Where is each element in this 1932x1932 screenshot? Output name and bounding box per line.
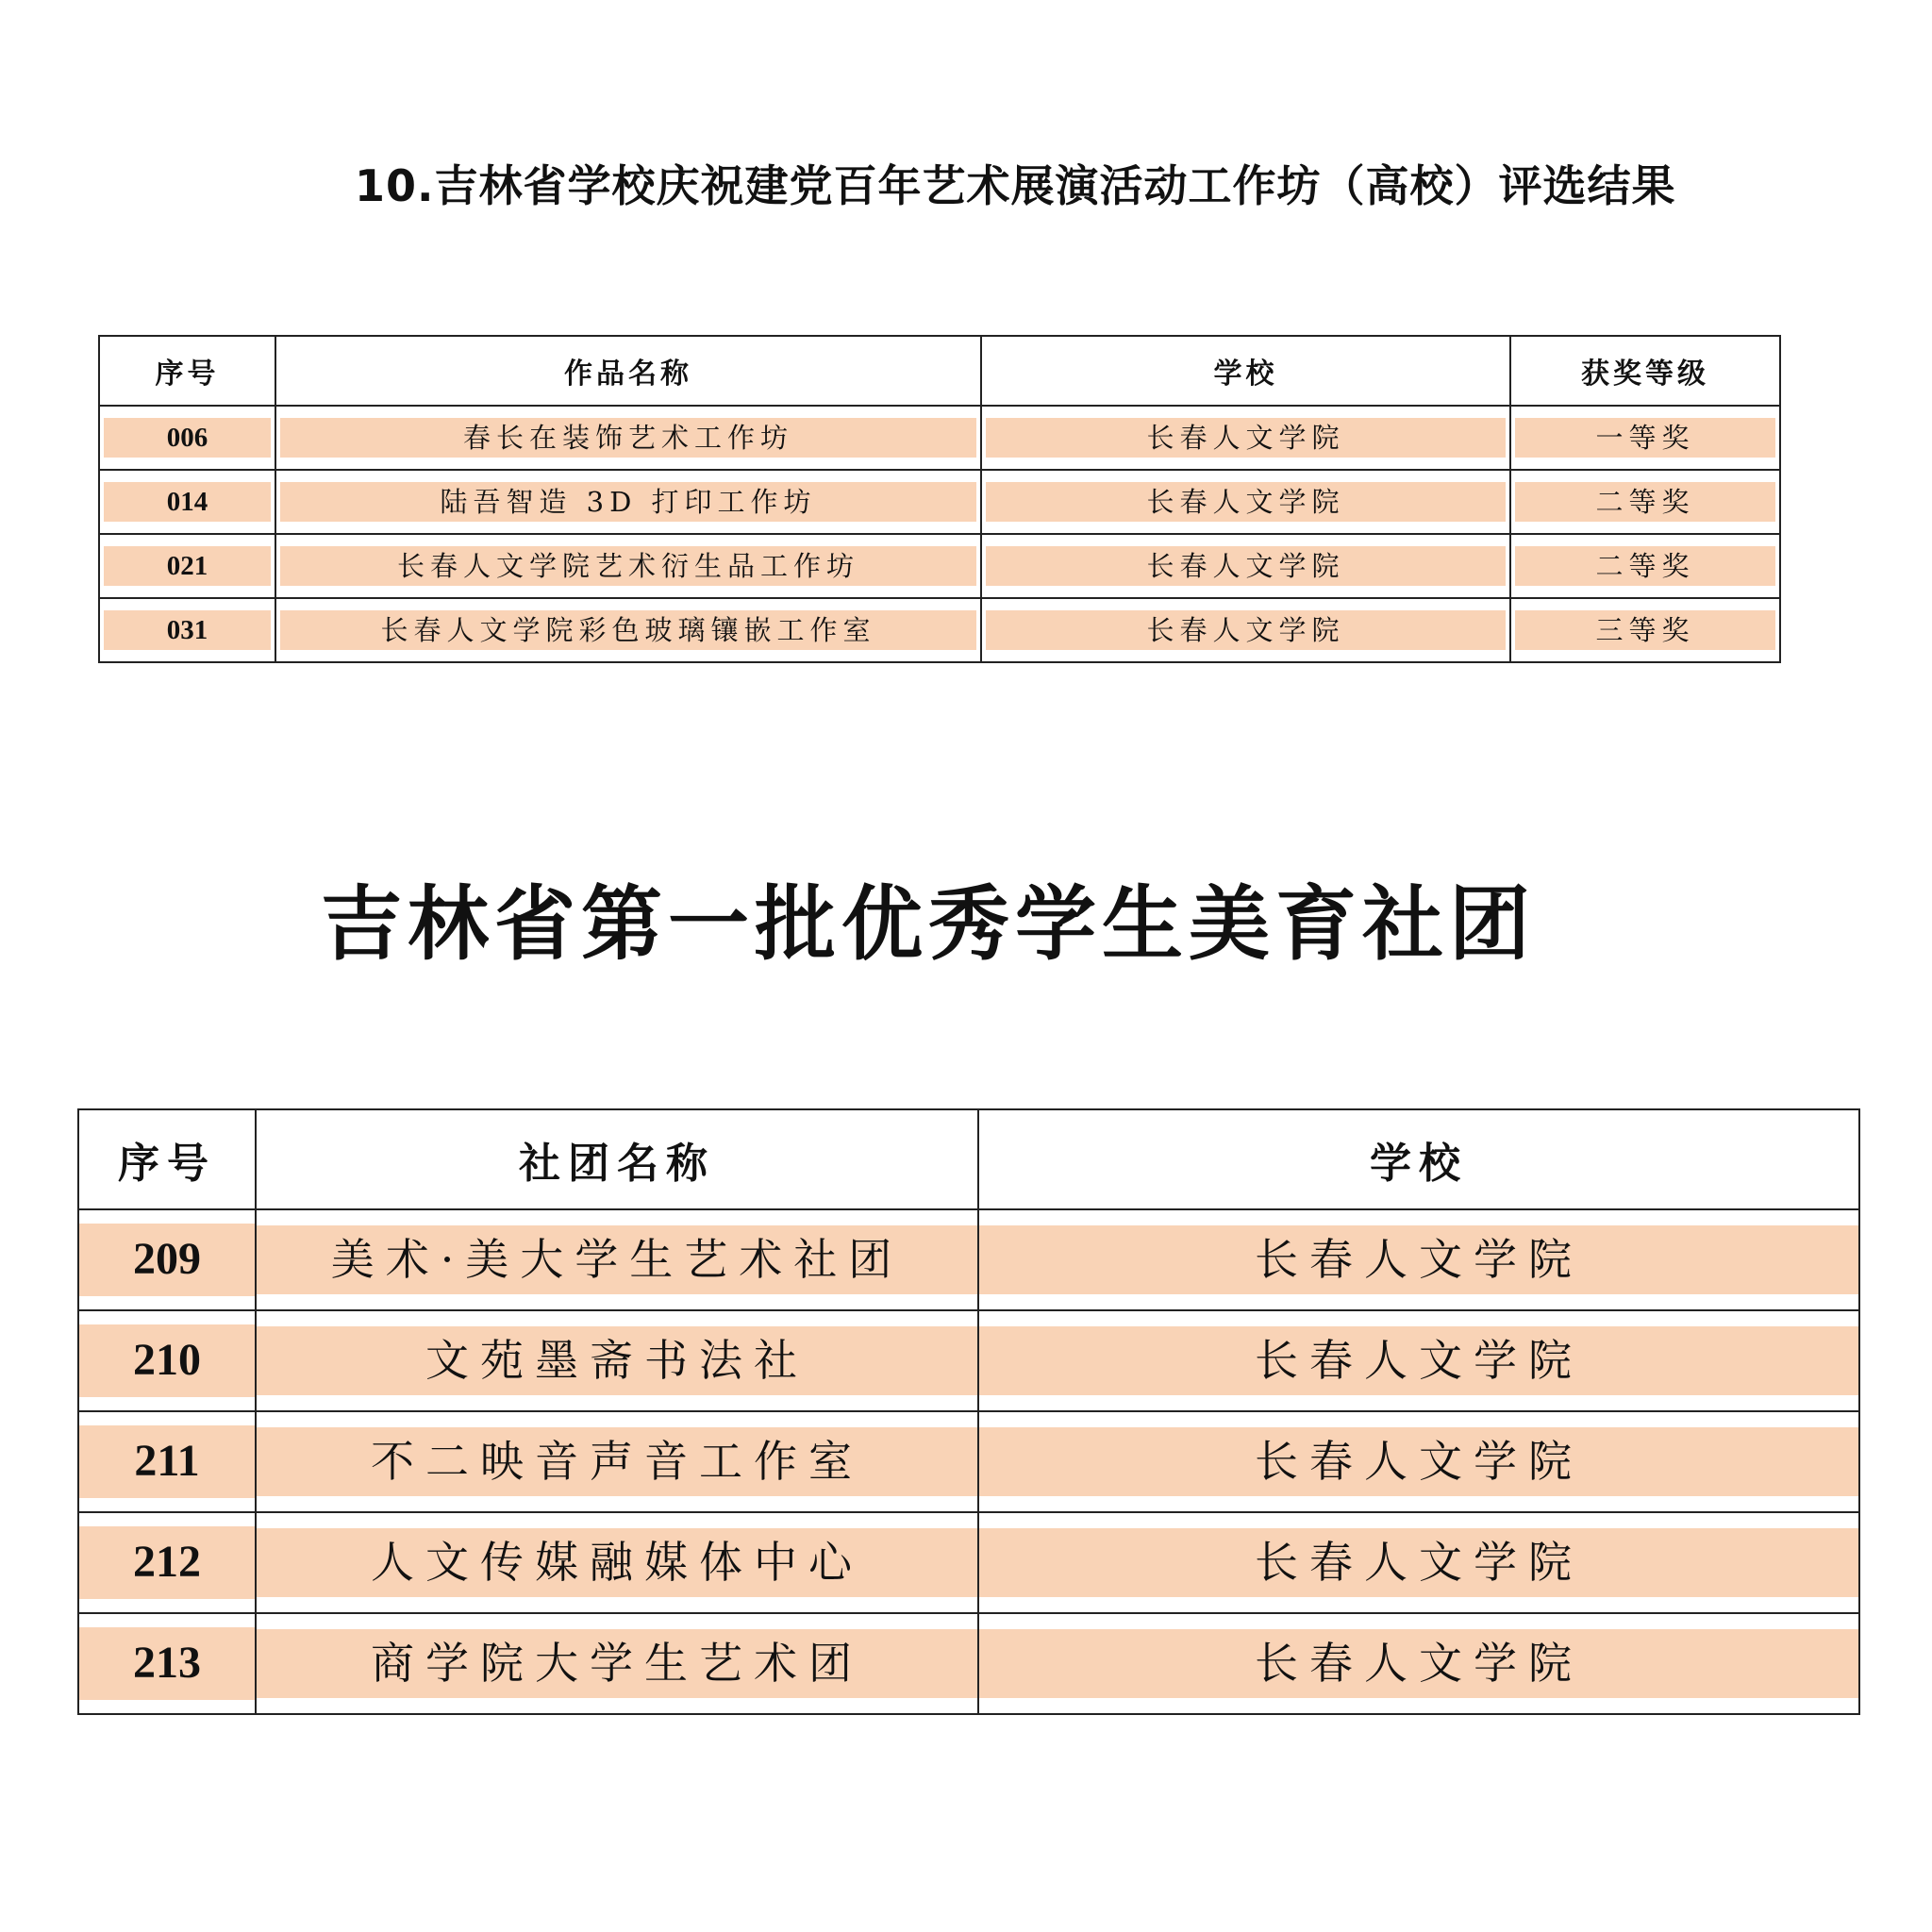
cell-serial: [78, 1512, 256, 1613]
serial-number: 014: [104, 482, 271, 522]
cell-school: [981, 534, 1510, 598]
cell-serial: [99, 534, 275, 598]
school-name: 长春人文学院: [986, 610, 1506, 650]
school-name: 长春人文学院: [979, 1326, 1858, 1396]
serial-number: 031: [104, 610, 271, 650]
cell-school: [981, 406, 1510, 470]
club-name: 商学院大学生艺术团: [257, 1629, 977, 1699]
club-name: 人文传媒融媒体中心: [257, 1528, 977, 1598]
cell-serial: [78, 1209, 256, 1310]
table-row: [78, 1411, 1859, 1512]
cell-school: [978, 1310, 1859, 1411]
header-serial: 序号: [78, 1109, 256, 1209]
school-name: 长春人文学院: [986, 482, 1506, 522]
table-header-row: [99, 336, 1780, 406]
serial-number: 021: [104, 546, 271, 586]
cell-award: [1510, 470, 1780, 534]
cell-serial: [99, 598, 275, 662]
school-name: 长春人文学院: [979, 1225, 1858, 1295]
cell-school: [978, 1613, 1859, 1714]
cell-work-name: [275, 534, 981, 598]
header-serial: 序号: [99, 336, 275, 406]
table-header-row: [78, 1109, 1859, 1209]
table-row: [99, 470, 1780, 534]
cell-award: [1510, 406, 1780, 470]
cell-work-name: [275, 406, 981, 470]
header-club-name: 社团名称: [256, 1109, 978, 1209]
cell-work-name: [275, 598, 981, 662]
serial-number: 213: [79, 1627, 255, 1700]
school-name: 长春人文学院: [979, 1427, 1858, 1497]
cell-serial: [78, 1310, 256, 1411]
school-name: 长春人文学院: [986, 546, 1506, 586]
header-award-level: 获奖等级: [1510, 336, 1780, 406]
school-name: 长春人文学院: [979, 1528, 1858, 1598]
award-level: 二等奖: [1515, 482, 1775, 522]
cell-club-name: [256, 1310, 978, 1411]
cell-school: [978, 1209, 1859, 1310]
aesthetic-clubs-title: 吉林省第一批优秀学生美育社团: [321, 877, 1536, 972]
work-name: 陆吾智造 3D 打印工作坊: [280, 482, 976, 522]
workshop-results-title: 10.吉林省学校庆祝建党百年艺术展演活动工作坊（高校）评选结果: [355, 160, 1676, 211]
cell-award: [1510, 534, 1780, 598]
cell-club-name: [256, 1209, 978, 1310]
work-name: 春长在装饰艺术工作坊: [280, 418, 976, 458]
cell-work-name: [275, 470, 981, 534]
cell-club-name: [256, 1512, 978, 1613]
club-name: 美术·美大学生艺术社团: [257, 1225, 977, 1295]
cell-award: [1510, 598, 1780, 662]
serial-number: 006: [104, 418, 271, 458]
table-row: [78, 1310, 1859, 1411]
serial-number: 209: [79, 1224, 255, 1296]
table-row: [78, 1209, 1859, 1310]
work-name: 长春人文学院艺术衍生品工作坊: [280, 546, 976, 586]
table-row: [78, 1512, 1859, 1613]
cell-serial: [99, 406, 275, 470]
cell-club-name: [256, 1411, 978, 1512]
table-row: [78, 1613, 1859, 1714]
cell-school: [978, 1512, 1859, 1613]
cell-school: [978, 1411, 1859, 1512]
cell-club-name: [256, 1613, 978, 1714]
award-level: 三等奖: [1515, 610, 1775, 650]
table-row: [99, 406, 1780, 470]
table-row: [99, 534, 1780, 598]
header-school: 学校: [978, 1109, 1859, 1209]
school-name: 长春人文学院: [986, 418, 1506, 458]
workshop-results-table: [98, 335, 1781, 663]
work-name: 长春人文学院彩色玻璃镶嵌工作室: [280, 610, 976, 650]
cell-serial: [78, 1411, 256, 1512]
club-name: 不二映音声音工作室: [257, 1427, 977, 1497]
award-level: 二等奖: [1515, 546, 1775, 586]
aesthetic-clubs-table: [77, 1108, 1860, 1715]
cell-school: [981, 470, 1510, 534]
cell-serial: [99, 470, 275, 534]
club-name: 文苑墨斋书法社: [257, 1326, 977, 1396]
header-school: 学校: [981, 336, 1510, 406]
school-name: 长春人文学院: [979, 1629, 1858, 1699]
cell-serial: [78, 1613, 256, 1714]
cell-school: [981, 598, 1510, 662]
award-level: 一等奖: [1515, 418, 1775, 458]
serial-number: 212: [79, 1526, 255, 1599]
table-row: [99, 598, 1780, 662]
serial-number: 211: [79, 1425, 255, 1498]
serial-number: 210: [79, 1324, 255, 1397]
header-work-name: 作品名称: [275, 336, 981, 406]
